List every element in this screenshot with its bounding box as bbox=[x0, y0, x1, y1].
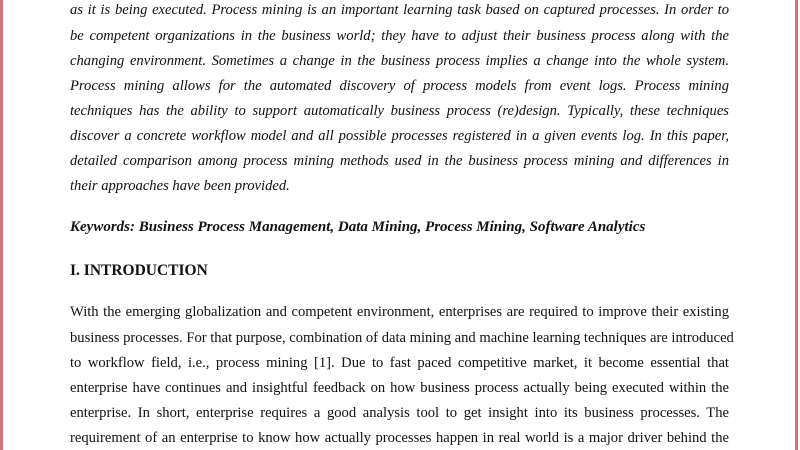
intro-line: to workflow field, i.e., process mining [1]. Due to fast paced competitive market, it become essential that bbox=[70, 355, 729, 371]
keywords: Keywords: Business Process Management, Data Mining, Process Mining, Software Analytics bbox=[70, 219, 646, 235]
page-border-left bbox=[0, 0, 3, 450]
abstract-line: techniques has the ability to support automatically business process (re)design. Typically, these techniques bbox=[70, 103, 729, 119]
intro-line: enterprise. In short, enterprise requires a good analysis tool to get insight into its business processes. The bbox=[70, 405, 729, 421]
intro-line: business processes. For that purpose, combination of data mining and machine learning techniques are introduced bbox=[70, 330, 734, 346]
intro-line: requirement of an enterprise to know how actually processes happen in real world is a major driver behind the bbox=[70, 430, 729, 446]
abstract-line: Process mining allows for the automated discovery of process models from event logs. Process mining bbox=[70, 78, 729, 94]
section-heading: I. INTRODUCTION bbox=[70, 262, 208, 279]
abstract-line: their approaches have been provided. bbox=[70, 178, 290, 194]
abstract-line: changing environment. Sometimes a change in the business process implies a change into the whole system. bbox=[70, 53, 729, 69]
page-border-right bbox=[795, 0, 798, 450]
intro-line: enterprise have continues and insightful feedback on how business process actually being executed within the bbox=[70, 380, 729, 396]
abstract-line: detailed comparison among process mining methods used in the business process mining and differences in bbox=[70, 153, 729, 169]
intro-line: With the emerging globalization and competent environment, enterprises are required to improve their existing bbox=[70, 304, 729, 320]
abstract-line: be competent organizations in the business world; they have to adjust their business process along with the bbox=[70, 28, 729, 44]
abstract-line: discover a concrete workflow model and all possible processes registered in a given events log. In this paper, bbox=[70, 128, 729, 144]
abstract-line: as it is being executed. Process mining is an important learning task based on captured processes. In order to bbox=[70, 2, 729, 18]
